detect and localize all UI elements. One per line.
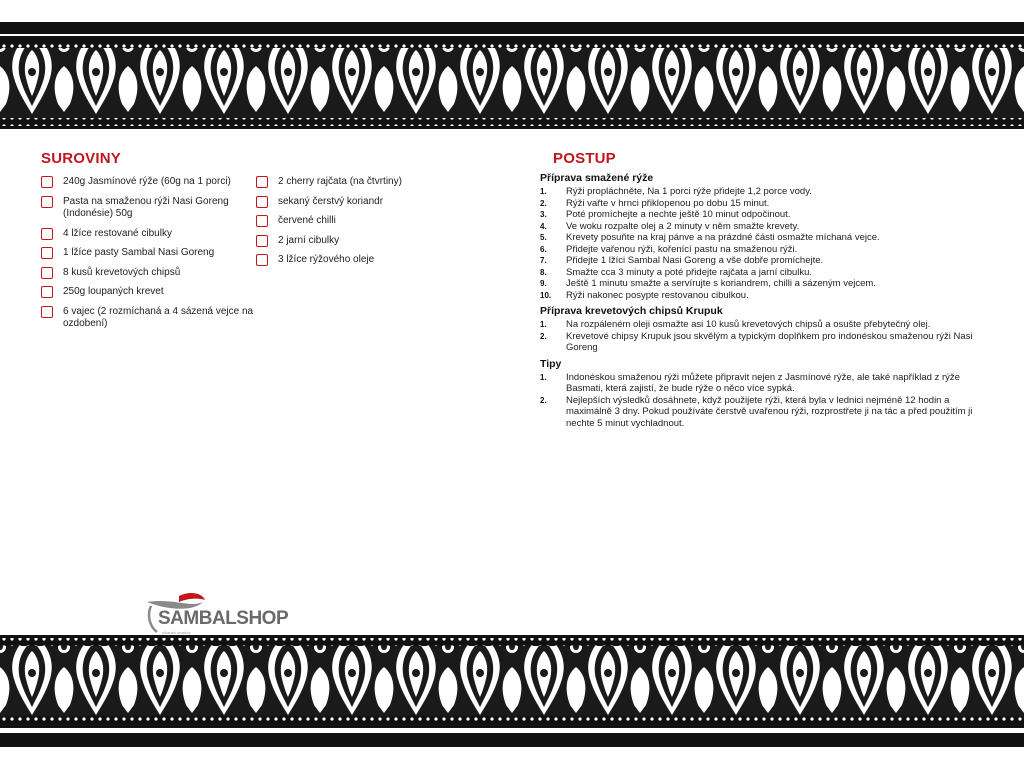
step-item xyxy=(540,290,990,302)
ingredient-text: 1 lžíce pasty Sambal Nasi Goreng xyxy=(63,247,215,258)
ingredient-text: 240g Jasmínové rýže (60g na 1 porci) xyxy=(63,176,231,187)
step-item xyxy=(540,198,990,210)
ingredient-text: 250g loupaných krevet xyxy=(63,286,164,297)
ingredient-checkbox[interactable] xyxy=(41,228,53,240)
step-text: Rýži propláchněte, Na 1 porci rýže přidejte 1,2 porce vody. xyxy=(566,186,812,197)
step-item xyxy=(540,278,990,290)
step-number: 8. xyxy=(540,267,547,277)
ingredient-item xyxy=(256,215,426,228)
step-list xyxy=(540,319,990,354)
step-number: 10. xyxy=(540,290,552,300)
step-number: 9. xyxy=(540,279,547,288)
step-text: Rýži nakonec posypte restovanou cibulkou. xyxy=(566,289,749,301)
ingredient-text: 3 lžíce rýžového oleje xyxy=(278,254,375,265)
section-title: Příprava smažené rýže xyxy=(540,172,654,184)
step-number: 2. xyxy=(540,198,547,208)
ingredient-checkbox[interactable] xyxy=(41,286,53,298)
ingredient-text: sekaný čerstvý koriandr xyxy=(278,195,384,207)
ingredient-item xyxy=(256,235,426,248)
step-text: Nejlepších výsledků dosáhnete, když použijete rýži, která byla v lednici nejméně 12 hodin a maximálně 3 dny. Pokud používáte čerstvě uvařenou rýži, rozprostřete ji na tác a před použitím ji nechte 5 minut vychladnout. xyxy=(566,394,973,429)
ingredient-item xyxy=(41,267,256,280)
step-item xyxy=(540,186,990,198)
step-text: Přidejte vařenou rýži, kořenící pastu na smaženou rýži. xyxy=(566,243,798,255)
step-text: Krevety posuňte na kraj pánve a na prázdné části osmažte míchaná vejce. xyxy=(566,232,880,243)
ingredients-heading: SUROVINY xyxy=(41,150,121,167)
step-item xyxy=(540,395,990,430)
ingredient-item xyxy=(41,228,256,241)
ingredient-text: 4 lžíce restované cibulky xyxy=(63,227,172,239)
step-number: 4. xyxy=(540,221,547,231)
step-item xyxy=(540,255,990,267)
ingredient-checkbox[interactable] xyxy=(41,196,53,208)
ingredient-item xyxy=(256,176,426,189)
step-text: Rýži vařte v hrnci přiklopenou po dobu 15 minut. xyxy=(566,197,770,209)
logo-tagline: pikantní omáčky xyxy=(162,630,191,635)
step-number: 1. xyxy=(540,372,547,382)
ingredient-text: 6 vajec (2 rozmíchaná a 4 sázená vejce na ozdobení) xyxy=(63,305,254,329)
ingredient-item xyxy=(41,247,256,260)
ingredients-list-column-1 xyxy=(41,176,256,338)
step-number: 2. xyxy=(540,331,547,341)
step-item xyxy=(540,331,990,354)
section-title: Tipy xyxy=(540,357,562,370)
ingredient-item xyxy=(41,286,256,299)
ingredient-checkbox[interactable] xyxy=(256,215,268,227)
step-number: 1. xyxy=(540,320,547,329)
ingredient-checkbox[interactable] xyxy=(256,254,268,266)
section-title: Příprava krevetových chipsů Krupuk xyxy=(540,305,723,317)
step-item xyxy=(540,244,990,256)
step-text: Ještě 1 minutu smažte a servírujte s koriandrem, chilli a sázeným vejcem. xyxy=(566,278,876,289)
bottom-black-border xyxy=(0,733,1024,747)
step-item xyxy=(540,267,990,279)
ingredient-text: 2 cherry rajčata (na čtvrtiny) xyxy=(278,176,402,187)
step-text: Přidejte 1 lžíci Sambal Nasi Goreng a vše dobře promíchejte. xyxy=(566,255,824,266)
logo-text: SAMBALSHOP xyxy=(158,608,289,629)
ingredient-checkbox[interactable] xyxy=(41,267,53,279)
step-text: Na rozpáleném oleji osmažte asi 10 kusů krevetových chipsů a osušte přebytečný olej. xyxy=(566,319,931,330)
top-ornament-band xyxy=(0,26,1024,136)
ingredient-item xyxy=(256,196,426,209)
step-item xyxy=(540,319,990,331)
step-text: Poté promíchejte a nechte ještě 10 minut odpočinout. xyxy=(566,209,791,220)
step-number: 3. xyxy=(540,210,547,219)
bottom-ornament-band xyxy=(0,627,1024,737)
ingredients-list-column-2 xyxy=(256,176,426,274)
step-item xyxy=(540,209,990,221)
ingredient-checkbox[interactable] xyxy=(41,176,53,188)
step-number: 6. xyxy=(540,244,547,254)
ingredient-text: Pasta na smaženou rýži Nasi Goreng (Indonésie) 50g xyxy=(63,195,229,219)
step-text: Indonéskou smaženou rýži můžete připravit nejen z Jasmínové rýže, ale také například z rýže Basmati, která zajistí, že bude rýže o něco více sypká. xyxy=(566,371,960,394)
step-number: 7. xyxy=(540,256,547,265)
ingredient-item xyxy=(256,254,426,267)
postup-heading: POSTUP xyxy=(553,150,616,167)
ingredient-checkbox[interactable] xyxy=(41,247,53,259)
ingredient-text: 8 kusů krevetových chipsů xyxy=(63,266,181,278)
ingredient-checkbox[interactable] xyxy=(256,235,268,247)
step-number: 1. xyxy=(540,187,547,196)
ingredient-checkbox[interactable] xyxy=(41,306,53,318)
instructions xyxy=(540,172,990,433)
step-item xyxy=(540,221,990,233)
ingredient-item xyxy=(41,196,256,221)
step-list xyxy=(540,372,990,430)
ingredient-checkbox[interactable] xyxy=(256,176,268,188)
ingredient-item xyxy=(41,306,256,331)
ingredient-text: červené chilli xyxy=(278,215,336,226)
step-number: 5. xyxy=(540,233,547,242)
ingredient-item xyxy=(41,176,256,189)
step-text: Smažte cca 3 minuty a poté přidejte rajčata a jarní cibulku. xyxy=(566,266,813,278)
step-number: 2. xyxy=(540,395,547,405)
step-item xyxy=(540,372,990,395)
step-text: Ve woku rozpalte olej a 2 minuty v něm smažte krevety. xyxy=(566,220,800,232)
ingredient-text: 2 jarní cibulky xyxy=(278,234,340,246)
step-list xyxy=(540,186,990,301)
step-text: Krevetové chipsy Krupuk jsou skvělým a typickým doplňkem pro indonéskou smaženou rýži Nasi Goreng xyxy=(566,330,973,353)
step-item xyxy=(540,232,990,244)
ingredient-checkbox[interactable] xyxy=(256,196,268,208)
